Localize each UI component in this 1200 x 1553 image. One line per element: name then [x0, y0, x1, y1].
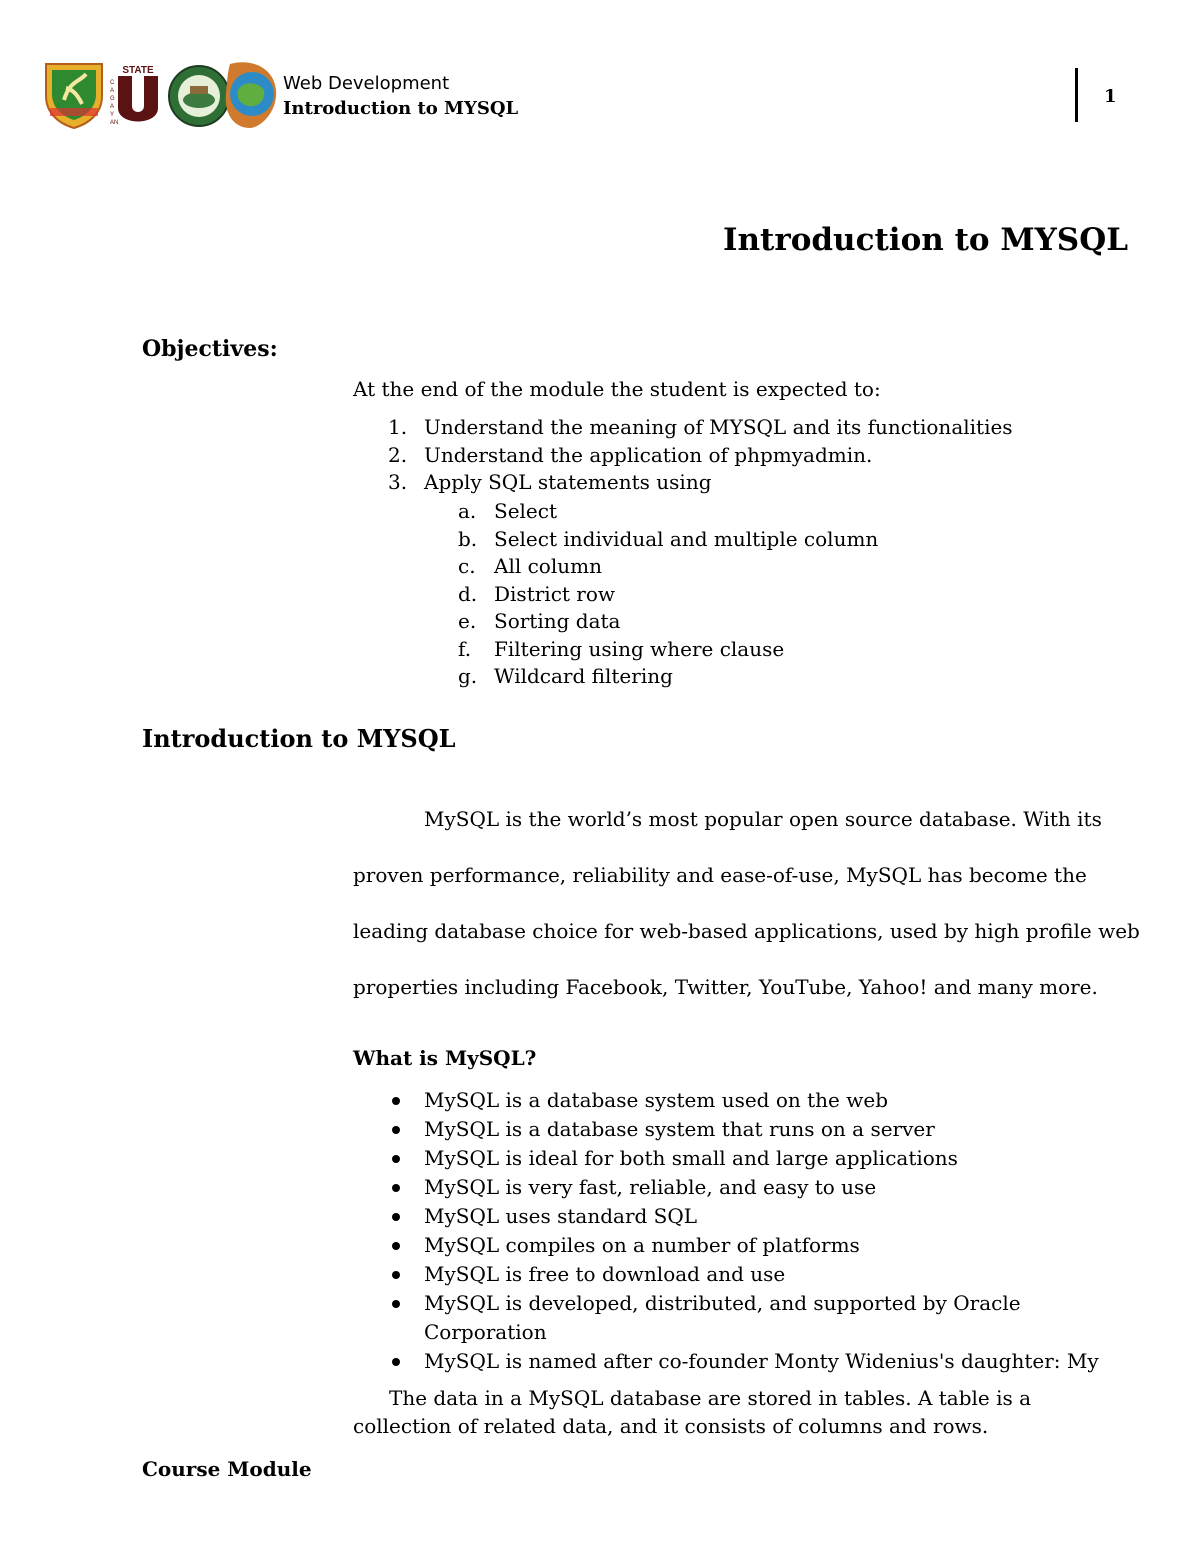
list-item [388, 1173, 1128, 1202]
closing-paragraph: The data in a MySQL database are stored in tables. A table is a collection of related data, and it consists of columns and rows. [353, 1386, 1032, 1438]
campus-seal-logo [169, 66, 229, 126]
list-item-text: MySQL is a database system used on the web [424, 1088, 888, 1112]
svg-text:AN: AN [110, 120, 119, 126]
list-item [388, 1260, 1128, 1289]
intro-heading: Introduction to MYSQL [142, 724, 456, 753]
list-item-text: MySQL uses standard SQL [424, 1204, 698, 1228]
bullet-icon [392, 1155, 400, 1163]
list-marker: g. [458, 664, 478, 688]
bullet-icon [392, 1097, 400, 1105]
intro-paragraph [353, 805, 1143, 1029]
list-marker: b. [458, 526, 478, 551]
bullet-icon [392, 1271, 400, 1279]
list-marker: d. [458, 581, 478, 606]
header-logos [44, 60, 280, 130]
list-marker: 1. [388, 415, 408, 439]
list-item [458, 553, 878, 581]
bullet-icon [392, 1126, 400, 1134]
header-topic: Introduction to MYSQL [283, 98, 519, 119]
paragraph-line: proven performance, reliability and ease-of-use, MySQL has become the [353, 863, 1087, 887]
list-item [388, 1202, 1128, 1231]
svg-text:G: G [110, 96, 115, 102]
list-marker: c. [458, 554, 476, 578]
list-item [388, 1347, 1128, 1376]
list-item-text: Understand the application of phpmyadmin. [424, 442, 873, 467]
list-item-text: MySQL is developed, distributed, and supported by Oracle Corporation [424, 1291, 1021, 1344]
svg-text:Y: Y [110, 112, 115, 118]
list-item [388, 1115, 1128, 1144]
header-course-name: Web Development [283, 73, 450, 94]
csu-logo [106, 64, 166, 126]
paragraph-line: properties including Facebook, Twitter, YouTube, Yahoo! and many more. [353, 975, 1098, 999]
list-item [388, 442, 1013, 470]
list-item [388, 414, 1013, 442]
list-marker: 3. [388, 470, 408, 494]
what-is-mysql-list [388, 1086, 1128, 1376]
bullet-icon [392, 1242, 400, 1250]
bullet-icon [392, 1213, 400, 1221]
list-item [388, 1144, 1128, 1173]
what-is-mysql-heading: What is MySQL? [353, 1046, 537, 1070]
list-item-text: Understand the meaning of MYSQL and its functionalities [424, 415, 1013, 439]
svg-text:C: C [110, 80, 115, 86]
list-item [458, 636, 878, 664]
department-seal-logo [226, 62, 276, 128]
list-item-text: MySQL is very fast, reliable, and easy to use [424, 1175, 877, 1199]
list-item [388, 1231, 1128, 1260]
list-item-text: MySQL is free to download and use [424, 1262, 786, 1286]
list-item-text: Select [494, 499, 558, 523]
list-item [458, 498, 878, 526]
list-item-text: All column [494, 554, 602, 578]
list-item-text: District row [494, 581, 616, 606]
list-marker: 2. [388, 442, 408, 467]
list-item-text: Sorting data [494, 609, 621, 633]
bullet-icon [392, 1358, 400, 1366]
document-title: Introduction to MYSQL [723, 222, 1128, 258]
list-item [458, 526, 878, 554]
college-seal-logo [46, 64, 102, 128]
list-marker: e. [458, 609, 477, 633]
list-item [458, 581, 878, 609]
list-item-text: Wildcard filtering [494, 664, 673, 688]
list-item-text: Filtering using where clause [494, 636, 785, 661]
course-module-label: Course Module [142, 1457, 312, 1481]
objectives-intro: At the end of the module the student is expected to: [353, 377, 881, 401]
list-item [458, 663, 878, 691]
bullet-icon [392, 1184, 400, 1192]
list-item-text: Apply SQL statements using [424, 470, 712, 494]
svg-text:A: A [110, 104, 115, 110]
list-item-text: MySQL is ideal for both small and large applications [424, 1146, 958, 1170]
paragraph-line: leading database choice for web-based applications, used by high profile web [353, 919, 1140, 943]
list-item-text: MySQL compiles on a number of platforms [424, 1233, 860, 1257]
svg-text:A: A [110, 88, 115, 94]
svg-text:STATE: STATE [122, 65, 154, 76]
page-number: 1 [1104, 86, 1117, 107]
list-item-text: MySQL is named after co-founder Monty Widenius's daughter: My [424, 1349, 1099, 1373]
paragraph-line: MySQL is the world’s most popular open source database. With its [424, 807, 1102, 831]
objectives-heading: Objectives: [142, 336, 278, 362]
objectives-list [388, 414, 1013, 497]
list-item [388, 469, 1013, 497]
list-item [388, 1289, 1034, 1347]
list-marker: a. [458, 499, 477, 523]
bullet-icon [392, 1300, 400, 1308]
list-item-text: MySQL is a database system that runs on a server [424, 1117, 935, 1141]
sub-objectives-list [458, 498, 878, 691]
list-item-text: Select individual and multiple column [494, 526, 879, 551]
list-item [388, 1086, 1128, 1115]
list-item [458, 608, 878, 636]
list-marker: f. [458, 636, 472, 661]
header-divider [1075, 68, 1078, 122]
